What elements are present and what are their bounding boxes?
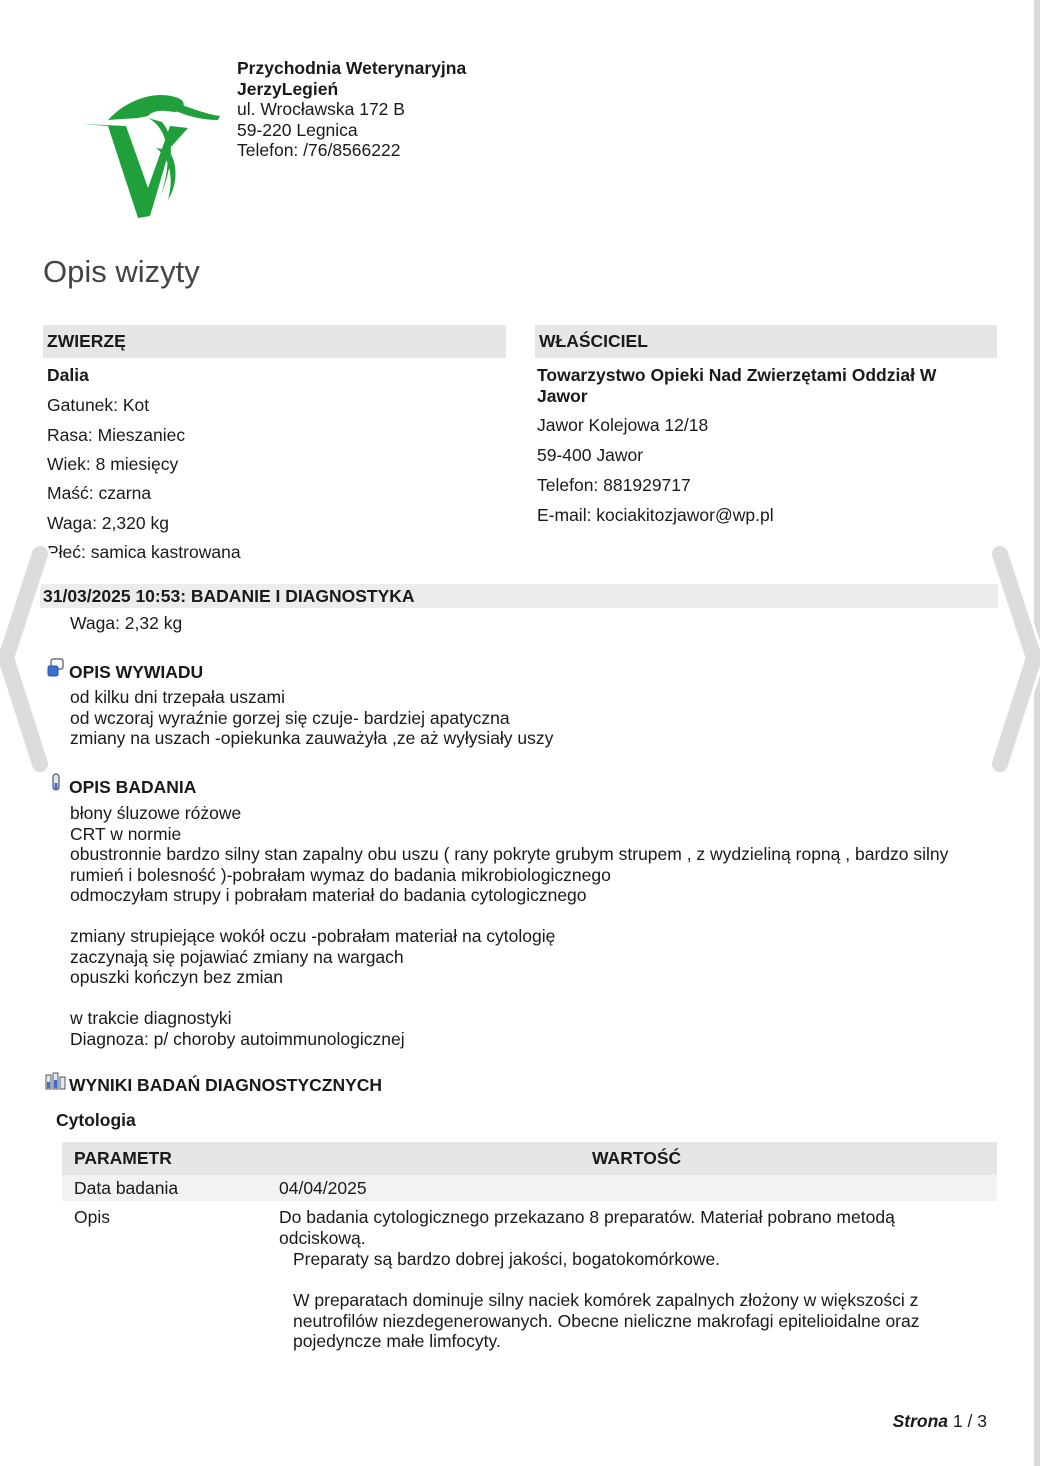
interview-header: OPIS WYWIADU (69, 662, 204, 682)
animal-name: Dalia (47, 365, 89, 385)
table-header-bg (62, 1142, 997, 1175)
row-desc-p2: W preparatach dominuje silny naciek komórek zapalnych złożony w większości z neutrofilów niezdegenerowanych. Obecne nieliczne makrofagi epitelioidalne oraz pojedyncze małe limfocyty. (293, 1290, 920, 1351)
exam-text: błony śluzowe różowe CRT w normie obustronnie bardzo silny stan zapalny obu uszu ( rany pokryte grubym strupem , z wydzieliną ropną , bardzo silny rumień i bolesność )-pobrałam wymaz do badania mikrobiologicznego odmoczyłam strupy i pobrałam materiał do badania cytologicznego zmiany strupiejące wokół oczu -pobrałam materiał na cytologię zaczynają się pojawiać zmiany na wargach opuszki kończyn bez zmian w trakcie diagnostyki Diagnoza: p/ choroby autoimmunologicznej (70, 803, 949, 1049)
animal-age: Wiek: 8 miesięcy (47, 454, 179, 474)
results-subheader: Cytologia (56, 1110, 136, 1130)
footer-label: Strona (892, 1411, 949, 1431)
table-row-bg (62, 1175, 997, 1201)
page-footer (893, 1411, 987, 1432)
col-param: PARAMETR (74, 1148, 172, 1168)
results-header: WYNIKI BADAŃ DIAGNOSTYCZNYCH (69, 1075, 383, 1095)
owner-phone: Telefon: 881929717 (537, 475, 691, 495)
owner-email: E-mail: kociakitozjawor@wp.pl (537, 505, 774, 525)
results-icon (45, 1071, 67, 1091)
col-value: WARTOŚĆ (592, 1148, 682, 1168)
owner-header: WŁAŚCICIEL (535, 325, 997, 358)
row-date-param: Data badania (74, 1178, 179, 1198)
clinic-city: 59-220 Legnica (237, 119, 358, 140)
animal-header: ZWIERZĘ (43, 325, 506, 358)
visit-header: 31/03/2025 10:53: BADANIE I DIAGNOSTYKA (40, 584, 998, 608)
owner-name: Towarzystwo Opieki Nad Zwierzętami Oddział W Jawor (537, 365, 937, 406)
exam-header: OPIS BADANIA (69, 777, 197, 797)
row-desc-param: Opis (74, 1207, 110, 1227)
interview-text: od kilku dni trzepała uszami od wczoraj wyraźnie gorzej się czuje- bardziej apatyczna zmiany na uszach -opiekunka zauważyła ,ze aż wyłysiały uszy (70, 687, 554, 748)
footer-page: 1 (952, 1411, 963, 1431)
row-desc-value: Do badania cytologicznego przekazano 8 preparatów. Materiał pobrano metodą odciskową. (279, 1207, 895, 1248)
row-date-value: 04/04/2025 (279, 1178, 367, 1198)
clinic-name: Przychodnia Weterynaryjna (237, 58, 467, 78)
animal-species: Gatunek: Kot (47, 395, 150, 415)
clinic-info (237, 58, 466, 161)
owner-city: 59-400 Jawor (537, 445, 644, 465)
animal-sex: Płeć: samica kastrowana (47, 542, 241, 562)
clinic-doctor: JerzyLegień (237, 78, 339, 99)
visit-weight: Waga: 2,32 kg (70, 613, 183, 633)
clinic-logo (78, 88, 223, 223)
animal-color: Maść: czarna (47, 483, 152, 503)
clinic-street: ul. Wrocławska 172 B (237, 99, 405, 119)
owner-address: Jawor Kolejowa 12/18 (537, 415, 709, 435)
page-title: Opis wizyty (43, 254, 200, 289)
clinic-phone: Telefon: /76/8566222 (237, 140, 401, 160)
row-desc-p1: Preparaty są bardzo dobrej jakości, bogatokomórkowe. (293, 1249, 721, 1269)
animal-breed: Rasa: Mieszaniec (47, 425, 186, 445)
footer-total: / 3 (967, 1411, 987, 1431)
prev-page-chevron[interactable] (0, 540, 52, 780)
next-page-chevron[interactable] (988, 540, 1040, 780)
animal-weight: Waga: 2,320 kg (47, 513, 169, 533)
